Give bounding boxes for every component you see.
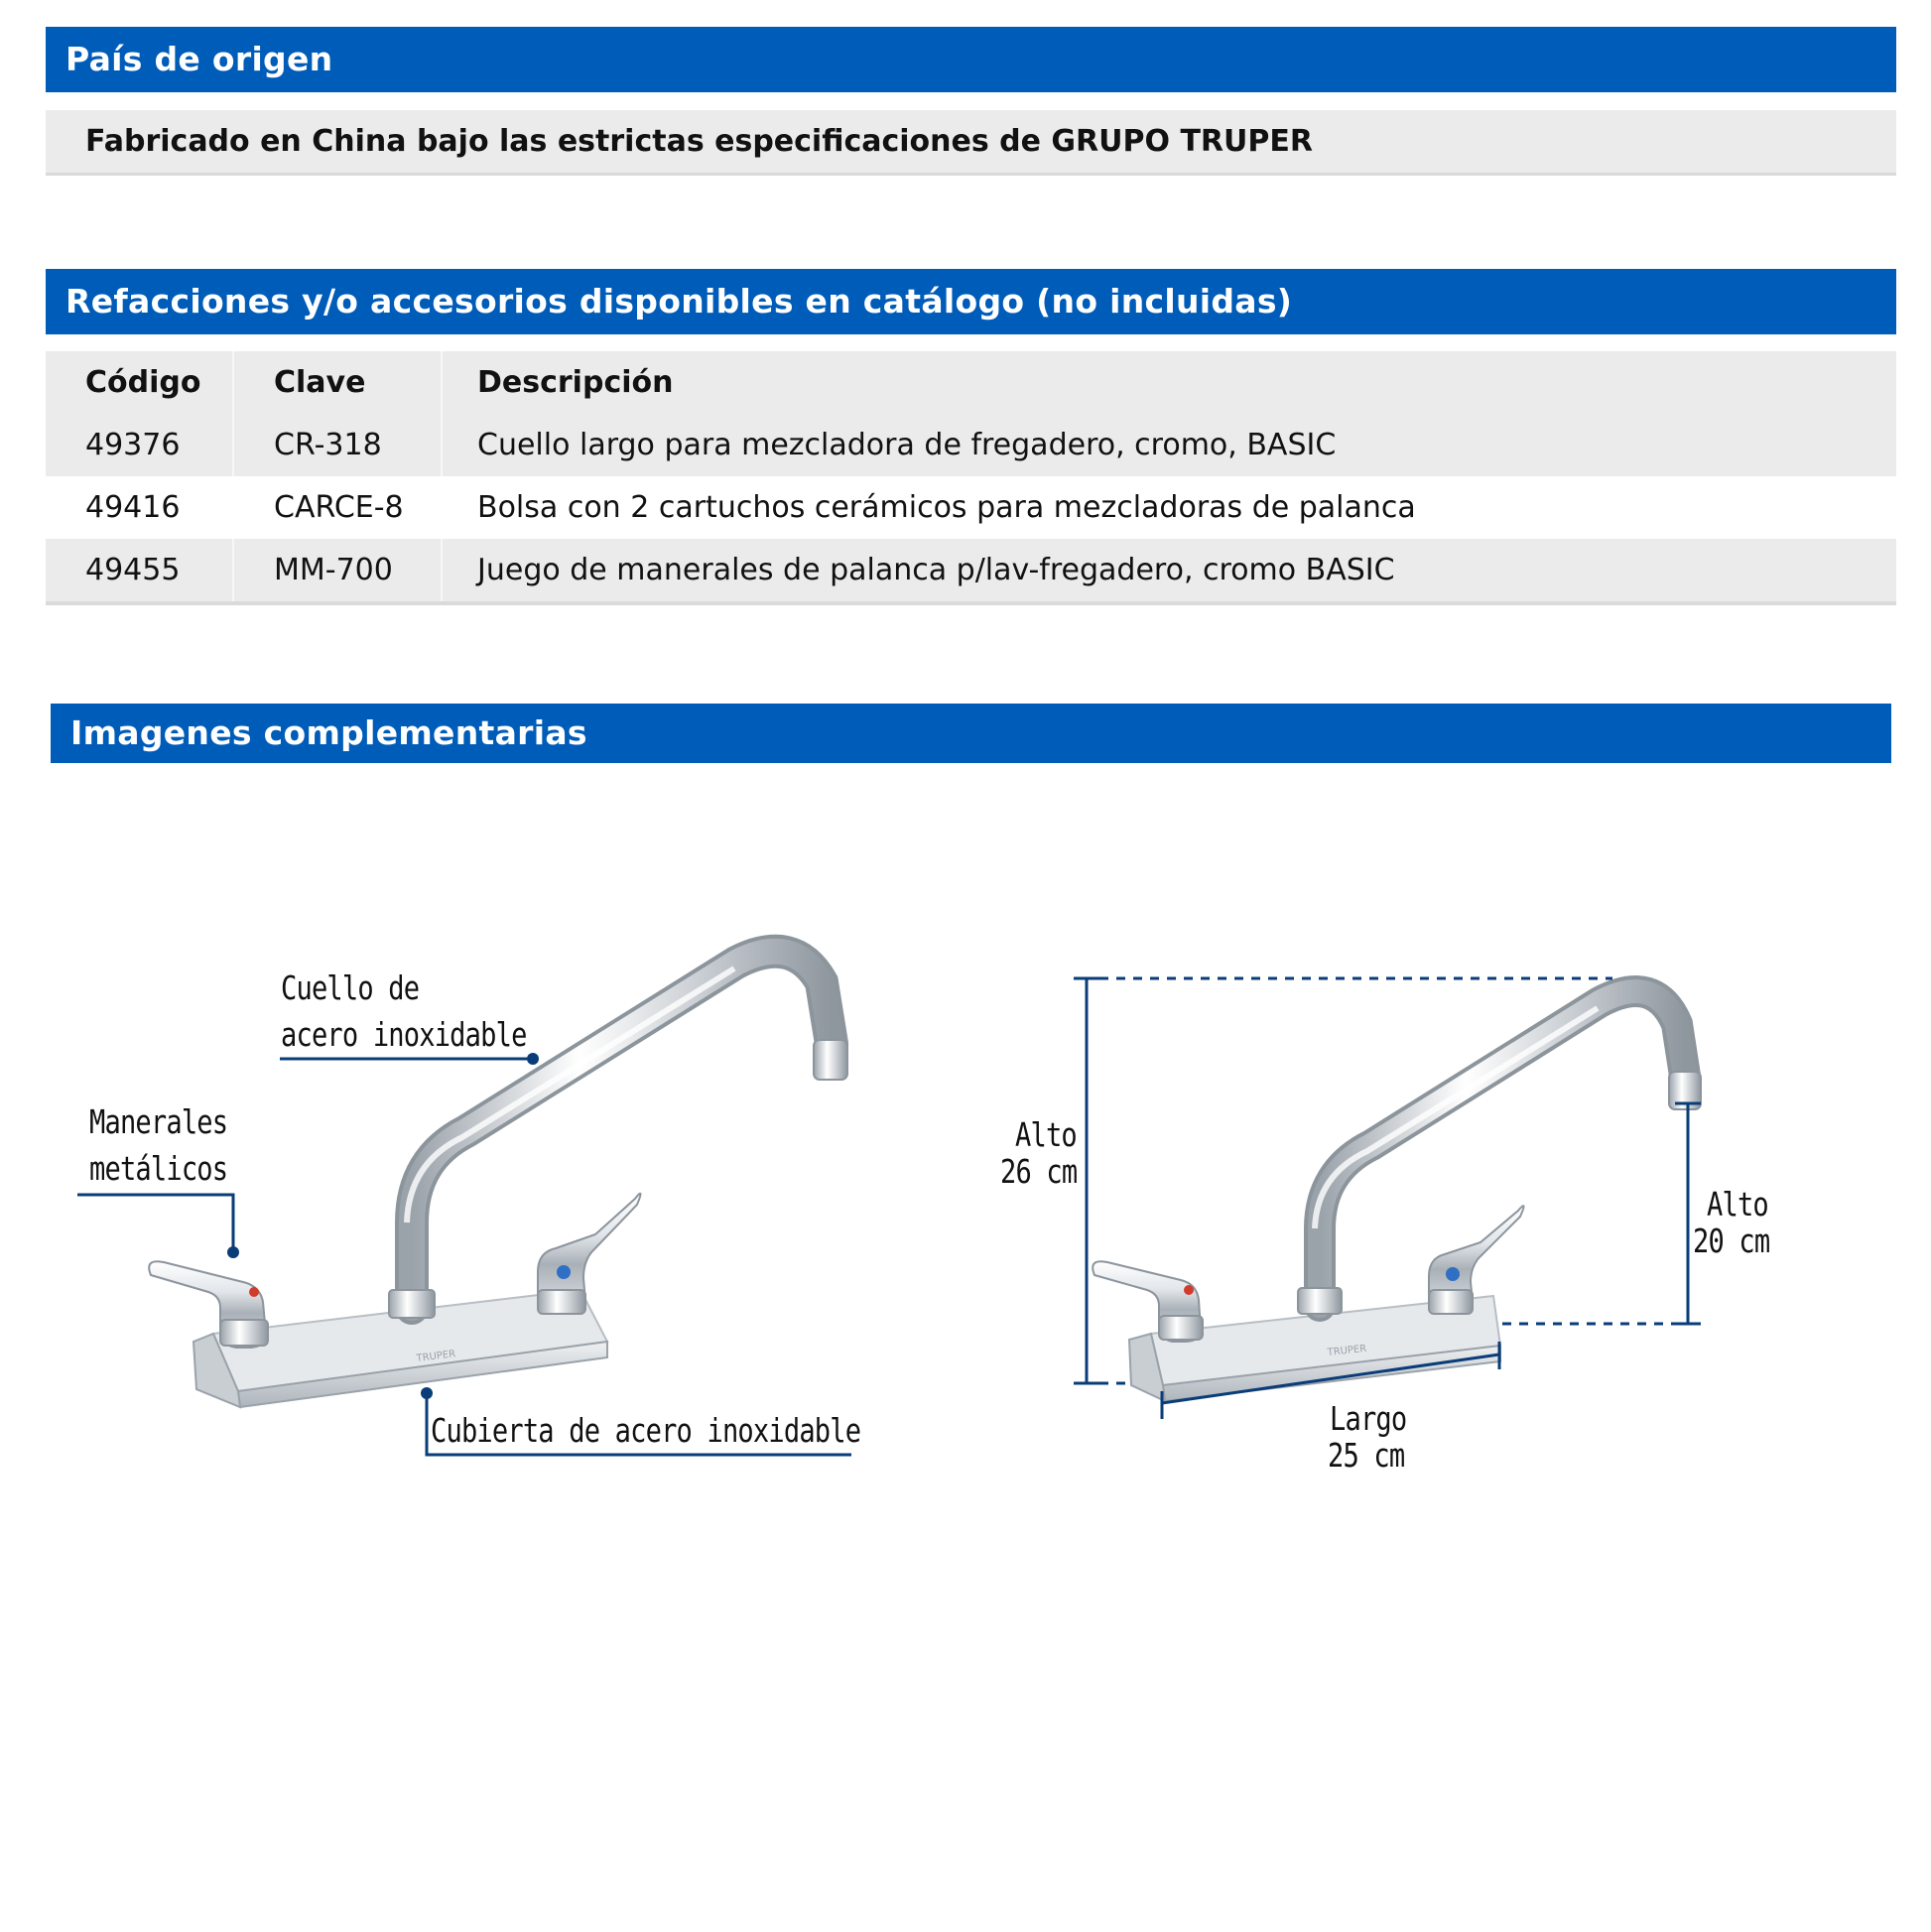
cell-codigo: 49376	[85, 428, 181, 462]
callout-manerales-line2: metálicos	[89, 1149, 228, 1188]
dim-alto-salida-line1: Alto	[1707, 1185, 1768, 1224]
cell-codigo: 49416	[85, 490, 181, 525]
origin-text: Fabricado en China bajo las estrictas especificaciones de GRUPO TRUPER	[46, 110, 1896, 176]
faucet-engraving-left: TRUPER	[416, 1349, 456, 1364]
callout-cuello-line1: Cuello de	[281, 968, 420, 1007]
cell-clave: CARCE-8	[274, 490, 404, 525]
cell-descripcion: Bolsa con 2 cartuchos cerámicos para mezcladoras de palanca	[477, 490, 1416, 525]
cell-descripcion: Juego de manerales de palanca p/lav-fregadero, cromo BASIC	[477, 553, 1395, 587]
cell-descripcion: Cuello largo para mezcladora de fregadero, cromo, BASIC	[477, 428, 1337, 462]
faucet-engraving-right: TRUPER	[1327, 1343, 1367, 1358]
callout-manerales-line1: Manerales	[89, 1102, 228, 1141]
header-codigo: Código	[85, 365, 201, 400]
callout-cubierta: Cubierta de acero inoxidable	[431, 1411, 861, 1450]
dim-largo-line1: Largo	[1330, 1399, 1407, 1438]
cell-clave: CR-318	[274, 428, 382, 462]
dim-alto-total-line2: 26 cm	[1000, 1152, 1078, 1191]
section-header-refacciones: Refacciones y/o accesorios disponibles en catálogo (no incluidas)	[46, 269, 1896, 334]
section-header-origen: País de origen	[46, 27, 1896, 92]
header-clave: Clave	[274, 365, 366, 400]
header-descripcion: Descripción	[477, 365, 674, 400]
callout-cuello-line2: acero inoxidable	[281, 1015, 527, 1054]
dim-largo-line2: 25 cm	[1328, 1436, 1405, 1475]
section-header-imagenes: Imagenes complementarias	[51, 704, 1891, 763]
cell-clave: MM-700	[274, 553, 393, 587]
dim-alto-salida-line2: 20 cm	[1693, 1222, 1770, 1260]
faucet-right	[1093, 991, 1701, 1401]
dim-alto-total-line1: Alto	[1015, 1115, 1077, 1154]
cell-codigo: 49455	[85, 553, 181, 587]
